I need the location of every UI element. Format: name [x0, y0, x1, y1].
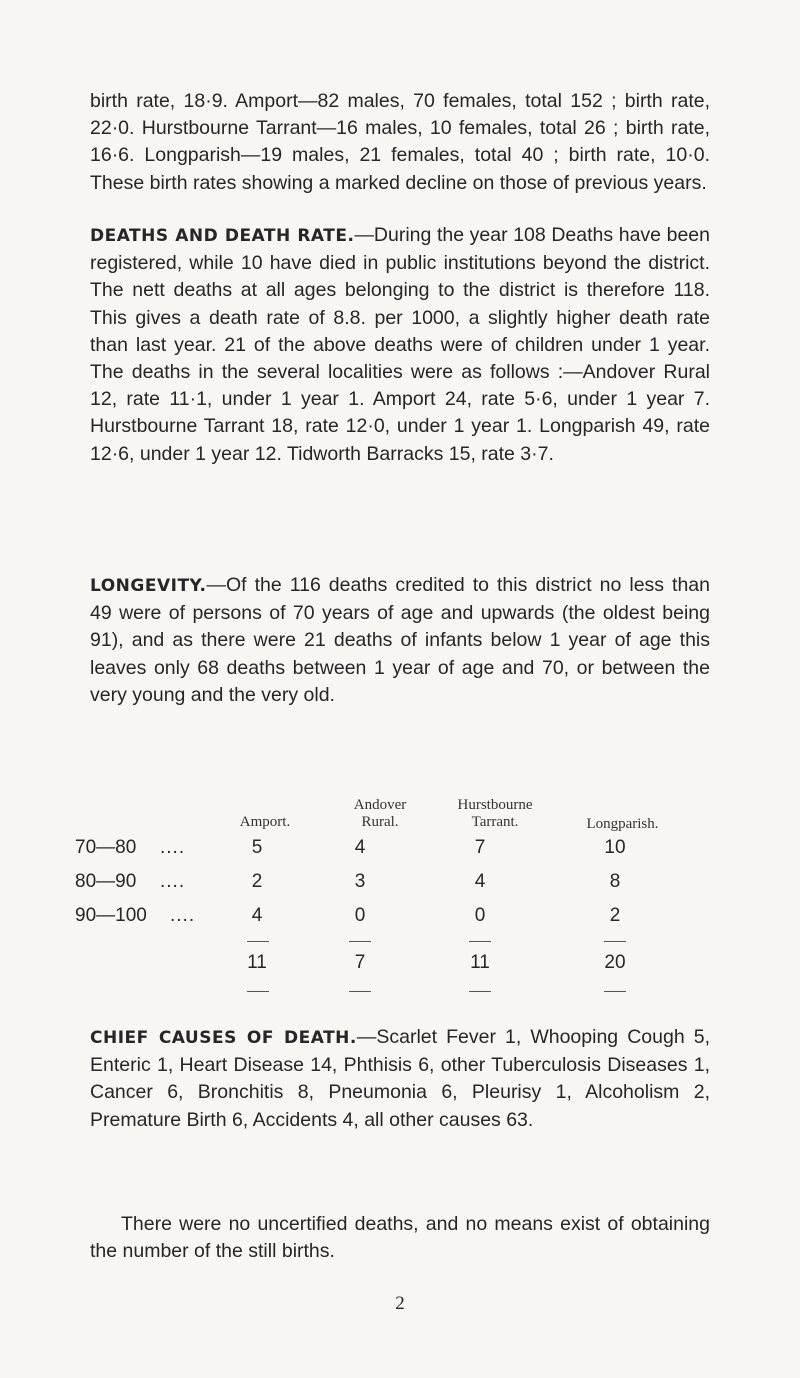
cell-longparish: 8 [609, 871, 621, 892]
cell-hurstbourne: 7 [474, 837, 486, 858]
uncertified-paragraph [90, 1211, 710, 1265]
cell-amport: 4 [251, 905, 263, 926]
header-andover-line2: Rural. [361, 814, 399, 830]
sum-rule [604, 991, 626, 992]
header-hurstbourne-line2: Tarrant. [471, 814, 519, 830]
header-hurstbourne-line1: Hurstbourne [457, 797, 533, 813]
header-amport: Amport. [239, 814, 291, 830]
cell-andover: 0 [354, 905, 366, 926]
causes-heading: CHIEF CAUSES OF DEATH. [90, 1028, 357, 1048]
cell-longparish: 2 [609, 905, 621, 926]
sum-rule [349, 991, 371, 992]
cell-amport: 5 [251, 837, 263, 858]
cell-hurstbourne: 4 [474, 871, 486, 892]
row-label: 70—80 [75, 837, 137, 858]
longevity-text: —Of the 116 deaths credited to this district no less than 49 were of persons of 70 years of age and upwards (the oldest being 91), and as there were 21 deaths of infants below 1 year of age this leaves only 68 deaths between 1 year of age and 70, or between the very young and the very old. [90, 574, 710, 706]
longevity-paragraph [90, 572, 710, 709]
uncertified-text: There were no uncertified deaths, and no means exist of obtaining the number of the still births. [90, 1213, 710, 1263]
causes-text: —Scarlet Fever 1, Whooping Cough 5, Enteric 1, Heart Disease 14, Phthisis 6, other Tuberculosis Diseases 1, Cancer 6, Bronchitis 8, Pneumonia 6, Pleurisy 1, Alcoholism 2, Premature Birth 6, Accidents 4, all other causes 63. [90, 1026, 710, 1131]
sum-rule [247, 991, 269, 992]
cell-andover: 4 [354, 837, 366, 858]
sum-rule [604, 941, 626, 942]
birth-rates-text: birth rate, 18·9. Amport—82 males, 70 females, total 152 ; birth rate, 22·0. Hurstbourne Tarrant—16 males, 10 females, total 26 ; birth rate, 16·6. Longparish—19 males, 21 females, total 40 ; birth rate, 10·0. These birth rates showing a marked decline on those of previous years. [90, 90, 710, 194]
sum-rule [349, 941, 371, 942]
header-longparish: Longparish. [586, 816, 659, 832]
page-number: 2 [395, 1293, 405, 1314]
deaths-paragraph [90, 222, 710, 468]
sum-rule [469, 941, 491, 942]
cell-hurstbourne: 0 [474, 905, 486, 926]
deaths-heading: DEATHS AND DEATH RATE. [90, 226, 355, 246]
total-longparish: 20 [604, 952, 626, 973]
cell-longparish: 10 [604, 837, 626, 858]
sum-rule [247, 941, 269, 942]
cell-amport: 2 [251, 871, 263, 892]
row-label: 90—100 [75, 905, 147, 926]
row-leader-dots: .... [170, 905, 196, 926]
row-leader-dots: .... [160, 837, 186, 858]
total-hurstbourne: 11 [470, 952, 490, 973]
row-leader-dots: .... [160, 871, 186, 892]
birth-rates-paragraph [90, 88, 710, 197]
row-label: 80—90 [75, 871, 137, 892]
deaths-text: —During the year 108 Deaths have been registered, while 10 have died in public institutions beyond the district. The nett deaths at all ages belonging to the district is therefore 118. This gives a death rate of 8.8. per 1000, a slightly higher death rate than last year. 21 of the above deaths were of children under 1 year. The deaths in the several localities were as follows :—Andover Rural 12, rate 11·1, under 1 year 1. Amport 24, rate 5·6, under 1 year 7. Hurstbourne Tarrant 18, rate 12·0, under 1 year 1. Longparish 49, rate 12·6, under 1 year 12. Tidworth Barracks 15, rate 3·7. [90, 224, 711, 465]
total-amport: 11 [247, 952, 267, 973]
cell-andover: 3 [354, 871, 366, 892]
header-andover-line1: Andover [353, 797, 407, 813]
sum-rule [469, 991, 491, 992]
causes-paragraph [90, 1024, 710, 1134]
longevity-heading: LONGEVITY. [90, 576, 207, 596]
total-andover: 7 [354, 952, 366, 973]
